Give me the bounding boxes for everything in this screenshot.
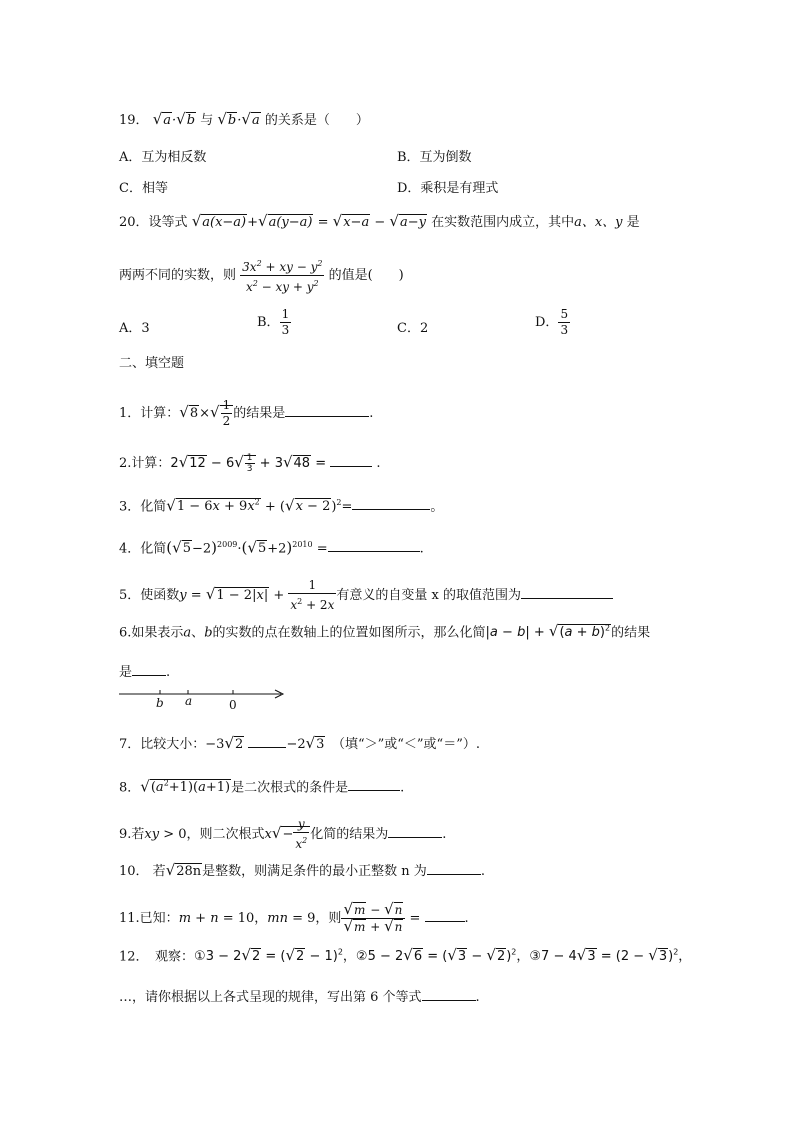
fill-6-line2: 是 . — [119, 661, 170, 682]
axis-label-zero: 0 — [229, 698, 237, 712]
q20-option-c: C．2 — [397, 321, 429, 336]
q19-option-a: A．互为相反数 — [119, 150, 207, 165]
number-line — [119, 686, 289, 702]
answer-blank — [328, 537, 420, 552]
q19-option-c: C．相等 — [119, 181, 168, 196]
fill-1: 1．计算：√8×√ $\frac{1}{2}$ 的结果是 . — [119, 398, 374, 428]
answer-blank — [521, 584, 613, 599]
answer-blank — [330, 452, 372, 467]
fill-2: 2.计算：2√12 − 6√ $\frac{1}{3}$ + 3√48 = . — [119, 453, 381, 474]
expr-sqrt-b-minus-sqrt-a: √b·√a — [217, 110, 260, 128]
answer-blank — [348, 776, 400, 791]
question-19: 19． √a·√b 与 √b·√a 的关系是（ ） — [119, 110, 369, 128]
section-title: 二、填空题 — [119, 356, 185, 371]
fill-12: 12． 观察：①3 − $2√2 = (√2 - 1)^2$，②5 − $2√6 = (√3 - √2)^2$，③7 − $4√3 = (2 - √3)^2$， — [119, 946, 692, 965]
fill-8: 8．$√(a^2+1)(a+1)$是二次根式的条件是 . — [119, 777, 405, 796]
q19-option-d: D．乘积是有理式 — [397, 181, 499, 196]
q19-option-b: B．互为倒数 — [397, 150, 472, 165]
q20-fraction: $\frac{3x^2 + xy - y^2}{x^2 - xy + y^2}$ — [240, 256, 324, 295]
fill-3: 3．化简$√1 - 6x + 9x^2 + (√x - 2)^2=$ 。 — [119, 496, 444, 515]
axis-label-a: a — [185, 694, 193, 708]
q20-option-b: B． $\frac{1}{3}$ — [257, 307, 290, 337]
fill-5: 5．使函数y = √1 − 2|x| + $\frac{1}{x^2 + 2x}$ 有意义的自变量 x 的取值范围为 — [119, 578, 613, 613]
fill-4: 4．化简$(√5-2)^{2009}\cdot(√5+2)^{2010}$ = . — [119, 538, 424, 557]
fill-11: 11.已知：m + n = 10，mn = 9，则 $\frac{√m - √n}{√m + √n}$ = . — [119, 900, 469, 935]
answer-blank — [248, 733, 286, 748]
answer-blank — [132, 661, 166, 676]
question-20-line2: 两两不同的实数，则 $\frac{3x^2 + xy - y^2}{x^2 - xy + y^2}$ 的值是( ) — [119, 256, 404, 295]
q20-equation: √a(x−a)+√a(y−a) = √x−a − √a−y — [191, 212, 426, 230]
answer-blank — [427, 860, 481, 875]
answer-blank — [285, 402, 369, 417]
expr-sqrt-a-minus-sqrt-b: √a·√b — [152, 110, 196, 128]
fill-12-line2: …，请你根据以上各式呈现的规律，写出第 6 个等式 . — [119, 986, 480, 1007]
answer-blank — [352, 495, 430, 510]
fill-10: 10． 若√28n是整数，则满足条件的最小正整数 n 为 . — [119, 861, 485, 879]
answer-blank — [425, 907, 465, 922]
answer-blank — [422, 986, 476, 1001]
fill-7: 7．比较大小：−3√2 −2√3 （填“＞”或“＜”或“＝”）. — [119, 734, 480, 752]
answer-blank — [388, 823, 442, 838]
question-20: 20．设等式 √a(x−a)+√a(y−a) = √x−a − √a−y 在实数范围内成立，其中a、x、y 是 — [119, 212, 640, 230]
q20-option-d: D． $\frac{5}{3}$ — [535, 307, 569, 337]
axis-label-b: b — [156, 696, 164, 710]
fill-9: 9.若xy > 0，则二次根式x√− $\frac{y}{x^2}$ 化简的结果为 . — [119, 817, 447, 851]
q20-option-a: A．3 — [119, 321, 150, 336]
fill-6: 6.如果表示a、b的实数的点在数轴上的位置如图所示，那么化简$|a - b| + √(a + b)^2$的结果 — [119, 622, 651, 641]
